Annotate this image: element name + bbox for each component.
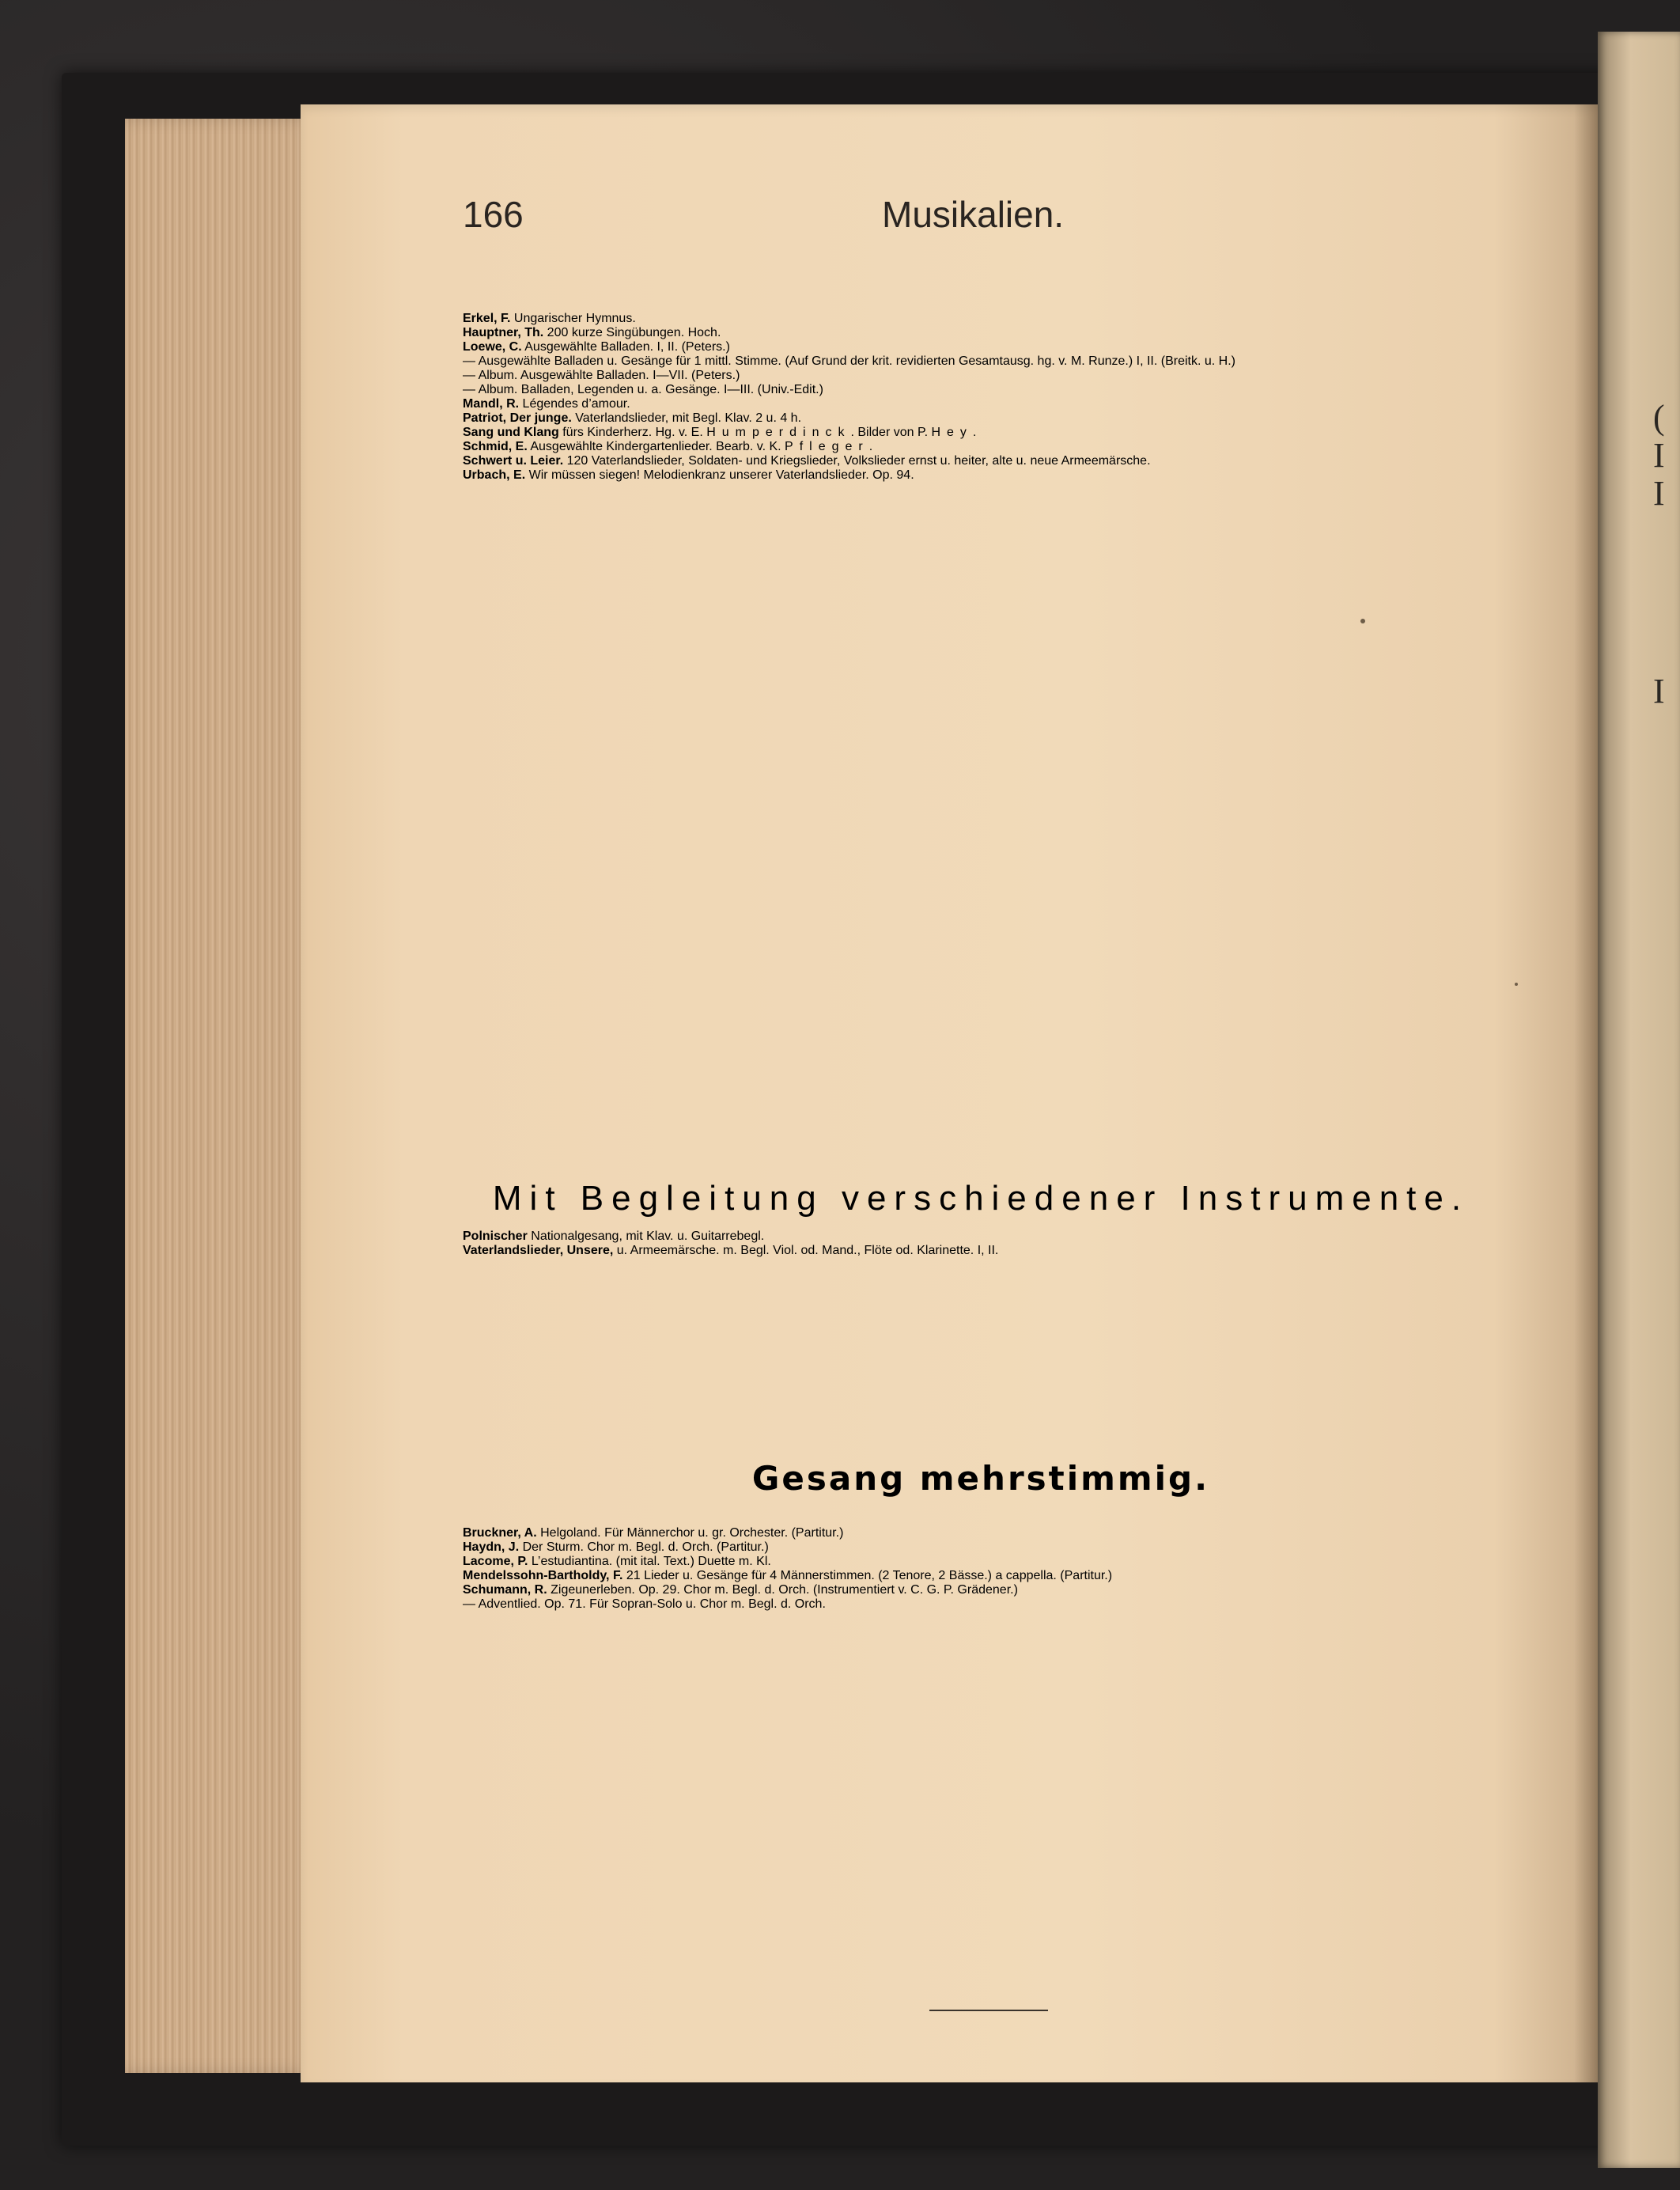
- section-heading: Gesang mehrstimmig.: [751, 1459, 1210, 1498]
- catalog-entry: Patriot, Der junge. Vaterlandslieder, mit Begl. Klav. 2 u. 4 h.: [463, 411, 802, 425]
- page-edges: [125, 119, 315, 2073]
- catalog-entry: — Adventlied. Op. 71. Für Sopran-Solo u. Chor m. Begl. d. Orch.: [463, 1597, 826, 1611]
- catalog-entry: Urbach, E. Wir müssen siegen! Melodienkranz unserer Vaterlandslieder. Op. 94.: [463, 468, 914, 482]
- facing-page-glyph: I: [1653, 474, 1665, 513]
- page-title: Musikalien.: [882, 194, 1065, 235]
- catalog-entry: Haydn, J. Der Sturm. Chor m. Begl. d. Orch. (Partitur.): [463, 1540, 769, 1554]
- catalog-entry: Erkel, F. Ungarischer Hymnus.: [463, 312, 636, 325]
- catalog-entry: Schwert u. Leier. 120 Vaterlandslieder, Soldaten- und Kriegslieder, Volkslieder ernst u. heiter, alte u. neue Armeemärsche.: [463, 454, 1151, 468]
- catalog-entry: Polnischer Nationalgesang, mit Klav. u. Guitarrebegl.: [463, 1230, 765, 1243]
- paper-speck: [1360, 619, 1365, 623]
- catalog-entry: Vaterlandslieder, Unsere, u. Armeemärsche. m. Begl. Viol. od. Mand., Flöte od. Klarinette. I, II.: [463, 1244, 999, 1257]
- catalog-entry: Loewe, C. Ausgewählte Balladen. I, II. (Peters.): [463, 340, 730, 354]
- catalog-entry: — Album. Ausgewählte Balladen. I—VII. (Peters.): [463, 369, 740, 382]
- catalog-entry: Sang und Klang fürs Kinderherz. Hg. v. E. Humperdinck. Bilder von P. Hey.: [463, 426, 977, 439]
- section-instruments: [463, 1179, 1499, 1258]
- section-multi-voice: [463, 1459, 1499, 1612]
- facing-page-glyph: I: [1653, 436, 1665, 475]
- end-rule: [929, 2010, 1048, 2011]
- catalog-entry: Mendelssohn-Bartholdy, F. 21 Lieder u. Gesänge für 4 Männerstimmen. (2 Tenore, 2 Bässe.) a cappella. (Partitur.): [463, 1569, 1113, 1582]
- catalog-entry: Schmid, E. Ausgewählte Kindergartenlieder. Bearb. v. K. Pfleger.: [463, 440, 873, 453]
- catalog-entry: Lacome, P. L’estudiantina. (mit ital. Text.) Duette m. Kl.: [463, 1555, 771, 1568]
- page-number: 166: [463, 194, 524, 235]
- book-page: [301, 104, 1598, 2082]
- section-song-list: [463, 312, 1499, 483]
- catalog-entry: Bruckner, A. Helgoland. Für Männerchor u. gr. Orchester. (Partitur.): [463, 1526, 844, 1540]
- catalog-entry: Mandl, R. Légendes d’amour.: [463, 397, 630, 411]
- catalog-entry: — Ausgewählte Balladen u. Gesänge für 1 mittl. Stimme. (Auf Grund der krit. revidierten Gesamtausg. hg. v. M. Runze.) I, II. (Breitk. u. H.): [463, 354, 1235, 368]
- facing-page-edge: [1598, 32, 1680, 2168]
- running-head: [463, 193, 1499, 241]
- paper-speck: [1515, 983, 1518, 986]
- catalog-entry: — Album. Balladen, Legenden u. a. Gesänge. I—III. (Univ.-Edit.): [463, 383, 823, 396]
- facing-page-glyph: (: [1653, 398, 1665, 437]
- facing-page-glyph: I: [1653, 672, 1665, 710]
- catalog-entry: Schumann, R. Zigeunerleben. Op. 29. Chor m. Begl. d. Orch. (Instrumentiert v. C. G. P. Grädener.): [463, 1583, 1018, 1597]
- section-heading: Mit Begleitung verschiedener Instrumente.: [492, 1179, 1470, 1218]
- catalog-entry: Hauptner, Th. 200 kurze Singübungen. Hoch.: [463, 326, 721, 339]
